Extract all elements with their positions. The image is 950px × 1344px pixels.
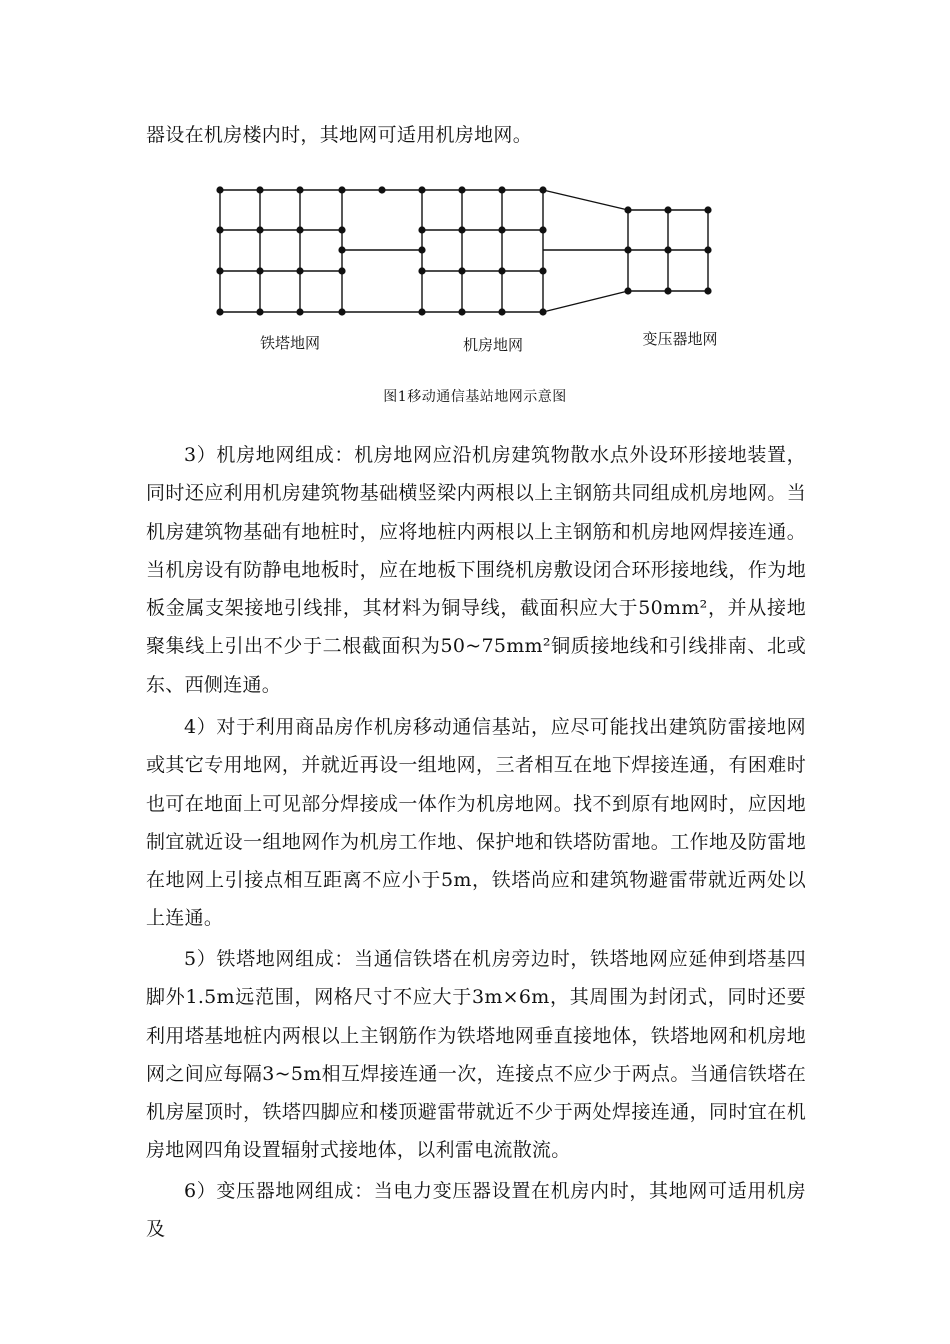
grid-node (338, 308, 345, 315)
grid-node (418, 186, 425, 193)
grid-node (296, 308, 303, 315)
grounding-grid-diagram (200, 170, 740, 370)
tower-grid-label: 铁塔地网 (259, 334, 321, 352)
grid-node (498, 226, 505, 233)
grid-node (216, 226, 223, 233)
grid-node (458, 267, 465, 274)
grid-node (458, 308, 465, 315)
grid-node (539, 308, 546, 315)
grid-node (296, 226, 303, 233)
grid-node (216, 308, 223, 315)
grid-node (378, 186, 385, 193)
paragraph-5: 5）铁塔地网组成：当通信铁塔在机房旁边时，铁塔地网应延伸到塔基四脚外1.5m远范围，网格尺寸不应大于3m×6m，其周围为封闭式，同时还要利用塔基地桩内两根以上主钢筋作为铁塔地网垂直接地体，铁塔地网和机房地网之间应每隔3~5m相互焊接连通一次，连接点不应少于两点。当通信铁塔在机房屋顶时，铁塔四脚应和楼顶避雷带就近不少于两处焊接连通，同时宜在机房地网四角设置辐射式接地体，以利雷电流散流。 (146, 948, 806, 1162)
grid-node (256, 226, 263, 233)
grid-node (338, 226, 345, 233)
transformer-grid-label: 变压器地网 (642, 330, 718, 348)
grid-node (539, 267, 546, 274)
intro-paragraph-tail: 器设在机房楼内时，其地网可适用机房地网。 (146, 124, 533, 146)
grid-node (624, 206, 631, 213)
grid-node (664, 206, 671, 213)
grid-node (498, 186, 505, 193)
grid-node (418, 226, 425, 233)
grid-node (539, 226, 546, 233)
grid-node (216, 186, 223, 193)
grid-node (338, 246, 345, 253)
grid-node (338, 186, 345, 193)
grid-node (256, 308, 263, 315)
grid-node (664, 246, 671, 253)
paragraph-3: 3）机房地网组成：机房地网应沿机房建筑物散水点外设环形接地装置，同时还应利用机房建筑物基础横竖梁内两根以上主钢筋共同组成机房地网。当机房建筑物基础有地桩时，应将地桩内两根以上主钢筋和机房地网焊接连通。当机房设有防静电地板时，应在地板下围绕机房敷设闭合环形接地线，作为地板金属支架接地引线排，其材料为铜导线，截面积应大于50mm²，并从接地聚集线上引出不少于二根截面积为50~75mm²铜质接地线和引线排南、北或东、西侧连通。 (146, 444, 806, 696)
grid-node (498, 308, 505, 315)
grid-node (418, 267, 425, 274)
grid-node (704, 206, 711, 213)
paragraph-6: 6）变压器地网组成：当电力变压器设置在机房内时，其地网可适用机房及 (146, 1180, 806, 1241)
grid-node (458, 186, 465, 193)
grid-node (256, 267, 263, 274)
grid-node (624, 246, 631, 253)
grid-node (539, 186, 546, 193)
grid-node (704, 246, 711, 253)
grid-node (338, 267, 345, 274)
grid-node (418, 308, 425, 315)
grid-node (296, 267, 303, 274)
grid-node (458, 226, 465, 233)
room-grid-label: 机房地网 (462, 336, 524, 354)
grid-node (418, 246, 425, 253)
grid-node (704, 287, 711, 294)
figure-caption: 图1移动通信基站地网示意图 (383, 389, 567, 405)
grid-node (624, 287, 631, 294)
paragraph-4: 4）对于利用商品房作机房移动通信基站，应尽可能找出建筑防雷接地网或其它专用地网，并就近再设一组地网，三者相互在地下焊接连通，有困难时也可在地面上可见部分焊接成一体作为机房地网。找不到原有地网时，应因地制宜就近设一组地网作为机房工作地、保护地和铁塔防雷地。工作地及防雷地在地网上引接点相互距离不应小于5m，铁塔尚应和建筑物避雷带就近两处以上连通。 (146, 716, 806, 930)
grid-node (216, 267, 223, 274)
grid-node (664, 287, 671, 294)
grid-node (256, 186, 263, 193)
grid-node (296, 186, 303, 193)
grid-node (498, 267, 505, 274)
